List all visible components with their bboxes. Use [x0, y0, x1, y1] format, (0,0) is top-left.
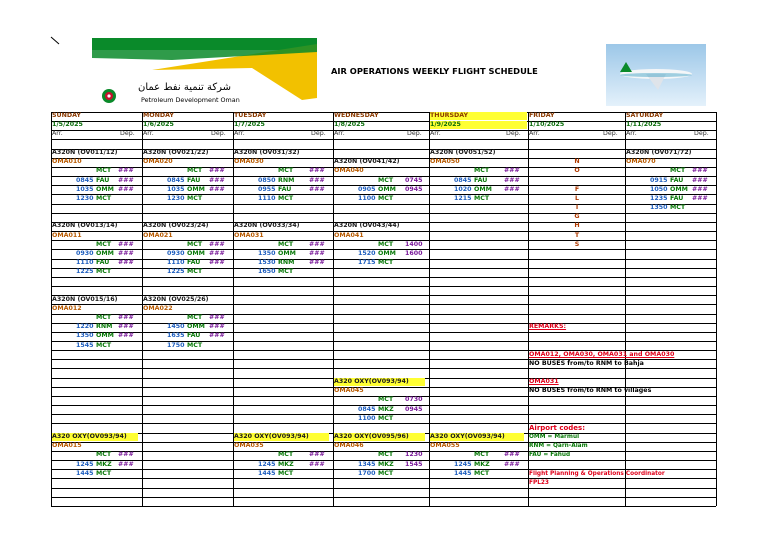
arr-label: Arr. — [529, 130, 540, 138]
arrival-time: 0905 — [358, 185, 376, 193]
departure-time: ### — [118, 259, 134, 267]
departure-time: ### — [209, 240, 225, 248]
airport-code: OMM — [187, 323, 205, 331]
departure-time: 1600 — [405, 249, 423, 257]
departure-time: ### — [309, 259, 325, 267]
arrival-time: 1245 — [258, 460, 276, 468]
airport-code-entry: OMM = Marmul — [529, 434, 580, 441]
departure-time: ### — [504, 176, 520, 184]
oma-code: OMA035 — [234, 442, 264, 450]
row-divider — [51, 341, 716, 342]
airport-code: OMM — [96, 249, 114, 257]
departure-time: ### — [692, 167, 708, 175]
airport-code: MCT — [187, 240, 203, 248]
departure-time: 0945 — [405, 405, 423, 413]
column-divider — [716, 112, 717, 506]
airport-code: FAU — [474, 176, 488, 184]
airport-code: MCT — [378, 240, 394, 248]
remarks-heading: REMARKS: — [529, 323, 567, 331]
oma-code: OMA045 — [334, 387, 364, 395]
airport-code: MKZ — [96, 460, 112, 468]
arr-label: Arr. — [626, 130, 637, 138]
flight-number: A320N (OV025/26) — [143, 295, 209, 303]
friday-no-flights-letter: O — [574, 167, 580, 175]
departure-time: ### — [309, 176, 325, 184]
arrival-time: 1035 — [167, 185, 185, 193]
airport-code: MCT — [378, 469, 394, 477]
departure-time: ### — [504, 460, 520, 468]
oma-code: OMA010 — [52, 158, 82, 166]
departure-time: 0945 — [405, 185, 423, 193]
row-divider — [51, 213, 716, 214]
departure-time: ### — [209, 314, 225, 322]
dep-label: Dep. — [311, 130, 326, 138]
dep-label: Dep. — [506, 130, 521, 138]
day-date: 1/9/2025 — [430, 121, 527, 129]
departure-time: ### — [118, 460, 134, 468]
flight-number: A320 OXY(OV093/94) — [52, 433, 138, 441]
airport-code: OMM — [670, 185, 688, 193]
airport-code: FAU — [96, 176, 110, 184]
dep-label: Dep. — [603, 130, 618, 138]
column-divider — [625, 112, 626, 506]
oma-code: OMA030 — [234, 158, 264, 166]
departure-time: ### — [309, 460, 325, 468]
airport-code: OMM — [378, 185, 396, 193]
oma-code: OMA020 — [143, 158, 173, 166]
airport-code: MCT — [474, 451, 490, 459]
departure-time: ### — [309, 185, 325, 193]
arrival-time: 1650 — [258, 268, 276, 276]
departure-time: 0745 — [405, 176, 423, 184]
airport-code: FAU — [278, 185, 292, 193]
pdo-emblem-icon — [100, 88, 118, 104]
arrival-time: 1225 — [167, 268, 185, 276]
airport-code: MCT — [378, 396, 394, 404]
arr-label: Arr. — [234, 130, 245, 138]
friday-no-flights-letter: G — [574, 213, 580, 221]
arrival-time: 1715 — [358, 259, 376, 267]
airport-code-entry: FAU = Fahud — [529, 452, 571, 459]
company-name-latin: Petroleum Development Oman — [141, 96, 240, 104]
airport-code: OMM — [96, 332, 114, 340]
departure-time: ### — [209, 332, 225, 340]
departure-time: ### — [118, 332, 134, 340]
departure-time: ### — [118, 314, 134, 322]
oma-code: OMA070 — [626, 158, 656, 166]
arrival-time: 1100 — [358, 414, 376, 422]
day-name: WEDNESDAY — [334, 112, 379, 119]
airport-code: MCT — [278, 451, 294, 459]
friday-no-flights-letter: L — [574, 194, 579, 202]
arrival-time: 1520 — [358, 249, 376, 257]
airport-code: MCT — [187, 314, 203, 322]
airport-code: OMM — [187, 185, 205, 193]
arrival-time: 1530 — [258, 259, 276, 267]
arr-label: Arr. — [334, 130, 345, 138]
airport-code-entry: RNM = Qarn-Alam — [529, 443, 588, 450]
arrival-time: 1445 — [76, 469, 94, 477]
day-name: FRIDAY — [529, 112, 555, 119]
flight-number: A320N (OV043/44) — [334, 222, 400, 230]
row-divider — [51, 423, 716, 424]
arrival-time: 1345 — [358, 460, 376, 468]
arrival-time: 1110 — [167, 259, 185, 267]
airport-code: RNM — [278, 176, 295, 184]
departure-time: ### — [309, 249, 325, 257]
departure-time: ### — [118, 240, 134, 248]
oma-code: OMA040 — [334, 167, 364, 175]
row-divider — [51, 506, 716, 507]
flight-number: A320N (OV015/16) — [52, 295, 118, 303]
airport-code: MKZ — [378, 405, 394, 413]
airport-code: MCT — [278, 240, 294, 248]
day-name: THURSDAY — [430, 112, 527, 120]
departure-time: ### — [118, 323, 134, 331]
day-name: TUESDAY — [234, 112, 267, 119]
airport-code: MCT — [96, 167, 112, 175]
airport-code: FAU — [187, 332, 201, 340]
departure-time: ### — [118, 185, 134, 193]
airport-code: RNM — [96, 323, 113, 331]
departure-time: ### — [504, 451, 520, 459]
departure-time: ### — [118, 451, 134, 459]
arrival-time: 0845 — [167, 176, 185, 184]
arrival-time: 0845 — [358, 405, 376, 413]
oma-code: OMA012 — [52, 304, 82, 312]
flight-number: A320N (OV011/12) — [52, 149, 118, 157]
day-name: SATURDAY — [626, 112, 664, 119]
airport-code: MKZ — [474, 460, 490, 468]
day-name: MONDAY — [143, 112, 174, 119]
arr-label: Arr. — [143, 130, 154, 138]
airport-code: MCT — [96, 240, 112, 248]
row-divider — [51, 268, 716, 269]
flight-number: A320 OXY(OV093/94) — [234, 433, 329, 441]
departure-time: ### — [118, 167, 134, 175]
airport-code: MCT — [474, 194, 490, 202]
arrival-time: 0955 — [258, 185, 276, 193]
departure-time: ### — [309, 451, 325, 459]
airport-code: MCT — [378, 451, 394, 459]
airport-code: OMM — [474, 185, 492, 193]
departure-time: 0730 — [405, 396, 423, 404]
airport-code: MCT — [187, 268, 203, 276]
airport-code: FAU — [96, 259, 110, 267]
arrival-time: 1350 — [650, 204, 668, 212]
airport-code: MCT — [96, 314, 112, 322]
oma-code: OMA031 — [234, 231, 264, 239]
airport-code: MCT — [474, 167, 490, 175]
row-divider — [51, 368, 716, 369]
row-divider — [51, 167, 716, 168]
row-divider — [51, 488, 716, 489]
oma-code: OMA015 — [52, 442, 82, 450]
arrival-time: 1245 — [454, 460, 472, 468]
friday-no-flights-letter: N — [574, 158, 580, 166]
friday-no-flights-letter: T — [574, 231, 580, 239]
airport-code: MCT — [378, 176, 394, 184]
departure-time: ### — [504, 185, 520, 193]
flight-number: A320N (OV051/52) — [430, 149, 496, 157]
flight-schedule-table — [51, 112, 716, 504]
oma-code: OMA055 — [430, 442, 460, 450]
oma-code: OMA011 — [52, 231, 82, 239]
airport-code: MCT — [96, 451, 112, 459]
remark-flights: OMA031 — [529, 378, 559, 386]
airport-code: MCT — [378, 414, 394, 422]
airport-code: MCT — [278, 268, 294, 276]
friday-no-flights-letter: S — [574, 240, 580, 248]
arrival-time: 1445 — [258, 469, 276, 477]
corner-mark-icon — [50, 36, 62, 46]
row-divider — [51, 314, 716, 315]
row-divider — [51, 286, 716, 287]
departure-time: 1230 — [405, 451, 423, 459]
row-divider — [51, 478, 716, 479]
row-divider — [51, 277, 716, 278]
friday-no-flights-letter: F — [574, 185, 580, 193]
arrival-time: 1110 — [76, 259, 94, 267]
row-divider — [51, 497, 716, 498]
page-title: AIR OPERATIONS WEEKLY FLIGHT SCHEDULE — [331, 66, 538, 76]
arrival-time: 1020 — [454, 185, 472, 193]
arrival-time: 0930 — [76, 249, 94, 257]
arrival-time: 1220 — [76, 323, 94, 331]
departure-time: ### — [118, 176, 134, 184]
departure-time: ### — [209, 259, 225, 267]
flight-number: A320N (OV021/22) — [143, 149, 209, 157]
arr-label: Arr. — [52, 130, 63, 138]
departure-time: 1400 — [405, 240, 423, 248]
flight-number: A320 OXY(OV093/94) — [430, 433, 524, 441]
departure-time: ### — [209, 249, 225, 257]
dep-label: Dep. — [694, 130, 709, 138]
airport-code: MCT — [96, 194, 112, 202]
flight-number: A320 OXY(OV093/94) — [334, 378, 425, 386]
arrival-time: 1545 — [76, 341, 94, 349]
airport-code: MCT — [378, 194, 394, 202]
day-date: 1/10/2025 — [529, 121, 565, 129]
airport-code: MCT — [378, 259, 394, 267]
coordinator-title: Flight Planning & Operations Coordinator — [529, 470, 665, 477]
airport-code: MKZ — [378, 460, 394, 468]
arrival-time: 1445 — [454, 469, 472, 477]
airport-code: OMM — [278, 249, 296, 257]
departure-time: ### — [309, 167, 325, 175]
flight-number: A320N (OV071/72) — [626, 149, 692, 157]
airport-code: OMM — [378, 249, 396, 257]
airport-code: RNM — [278, 259, 295, 267]
airport-code: OMM — [187, 249, 205, 257]
arrival-time: 1450 — [167, 323, 185, 331]
arrival-time: 1215 — [454, 194, 472, 202]
airport-code: MCT — [96, 469, 112, 477]
remark-note: NO BUSES from/to RNM to Bahja — [529, 359, 644, 367]
airport-code: FAU — [187, 259, 201, 267]
departure-time: ### — [692, 194, 708, 202]
row-divider — [51, 139, 716, 140]
flight-number: A320 OXY(OV095/96) — [334, 433, 425, 441]
dep-label: Dep. — [211, 130, 226, 138]
oma-code: OMA041 — [334, 231, 364, 239]
arrival-time: 1100 — [358, 194, 376, 202]
day-date: 1/11/2025 — [626, 121, 662, 129]
dep-label: Dep. — [120, 130, 135, 138]
arrival-time: 0845 — [454, 176, 472, 184]
company-name-arabic: شركة تنمية نفط عمان — [138, 82, 231, 93]
arrival-time: 0915 — [650, 176, 668, 184]
airport-code: MCT — [96, 341, 112, 349]
flight-number: A320N (OV041/42) — [334, 158, 400, 166]
departure-time: ### — [504, 167, 520, 175]
arrival-time: 1350 — [258, 249, 276, 257]
airport-code: FAU — [670, 194, 684, 202]
oma-code: OMA050 — [430, 158, 460, 166]
flight-number: A320N (OV023/24) — [143, 222, 209, 230]
aircraft-photo — [606, 44, 706, 106]
coordinator-ext: FPL23 — [529, 479, 549, 486]
departure-time: ### — [309, 240, 325, 248]
flight-number: A320N (OV013/14) — [52, 222, 118, 230]
friday-no-flights-letter: H — [574, 222, 580, 230]
airport-code: MCT — [187, 167, 203, 175]
airport-code: MCT — [187, 194, 203, 202]
arrival-time: 1700 — [358, 469, 376, 477]
airport-code: MCT — [278, 469, 294, 477]
arrival-time: 0930 — [167, 249, 185, 257]
arrival-time: 1035 — [76, 185, 94, 193]
arrival-time: 1635 — [167, 332, 185, 340]
day-name: SUNDAY — [52, 112, 81, 119]
oma-code: OMA021 — [143, 231, 173, 239]
arrival-time: 1245 — [76, 460, 94, 468]
arrival-time: 1050 — [650, 185, 668, 193]
dep-label: Dep. — [407, 130, 422, 138]
row-divider — [51, 323, 716, 324]
flight-number: A320N (OV031/32) — [234, 149, 300, 157]
arrival-time: 1110 — [258, 194, 276, 202]
arrival-time: 1225 — [76, 268, 94, 276]
oma-code: OMA046 — [334, 442, 364, 450]
arrival-time: 1235 — [650, 194, 668, 202]
arrival-time: 1230 — [76, 194, 94, 202]
day-date: 1/8/2025 — [334, 121, 365, 129]
arrival-time: 1350 — [76, 332, 94, 340]
row-divider — [51, 332, 716, 333]
airport-codes-heading: Airport codes: — [529, 423, 586, 432]
day-date: 1/6/2025 — [143, 121, 174, 129]
day-date: 1/5/2025 — [52, 121, 83, 129]
airport-code: MCT — [96, 268, 112, 276]
remark-note: NO BUSES from/to RNM to villages — [529, 387, 652, 395]
row-divider — [51, 204, 716, 205]
departure-time: ### — [209, 176, 225, 184]
airport-code: FAU — [187, 176, 201, 184]
departure-time: ### — [118, 249, 134, 257]
arrival-time: 0845 — [76, 176, 94, 184]
departure-time: ### — [692, 185, 708, 193]
arrival-time: 1230 — [167, 194, 185, 202]
arrival-time: 0850 — [258, 176, 276, 184]
airport-code: MCT — [278, 194, 294, 202]
friday-no-flights-letter: I — [575, 204, 579, 212]
airport-code: MCT — [278, 167, 294, 175]
departure-time: ### — [692, 176, 708, 184]
arr-label: Arr. — [430, 130, 441, 138]
departure-time: ### — [209, 185, 225, 193]
departure-time: ### — [209, 323, 225, 331]
airport-code: MCT — [670, 204, 686, 212]
row-divider — [51, 442, 716, 443]
airport-code: MCT — [474, 469, 490, 477]
airport-code: MKZ — [278, 460, 294, 468]
flight-number: A320N (OV033/34) — [234, 222, 300, 230]
departure-time: 1545 — [405, 460, 423, 468]
remark-flights: OMA012, OMA030, OMA031 and OMA030 — [529, 350, 675, 358]
arrival-time: 1750 — [167, 341, 185, 349]
airport-code: MCT — [670, 167, 686, 175]
airport-code: OMM — [96, 185, 114, 193]
airport-code: FAU — [670, 176, 684, 184]
departure-time: ### — [209, 167, 225, 175]
oma-code: OMA022 — [143, 304, 173, 312]
day-date: 1/7/2025 — [234, 121, 265, 129]
airport-code: MCT — [187, 341, 203, 349]
